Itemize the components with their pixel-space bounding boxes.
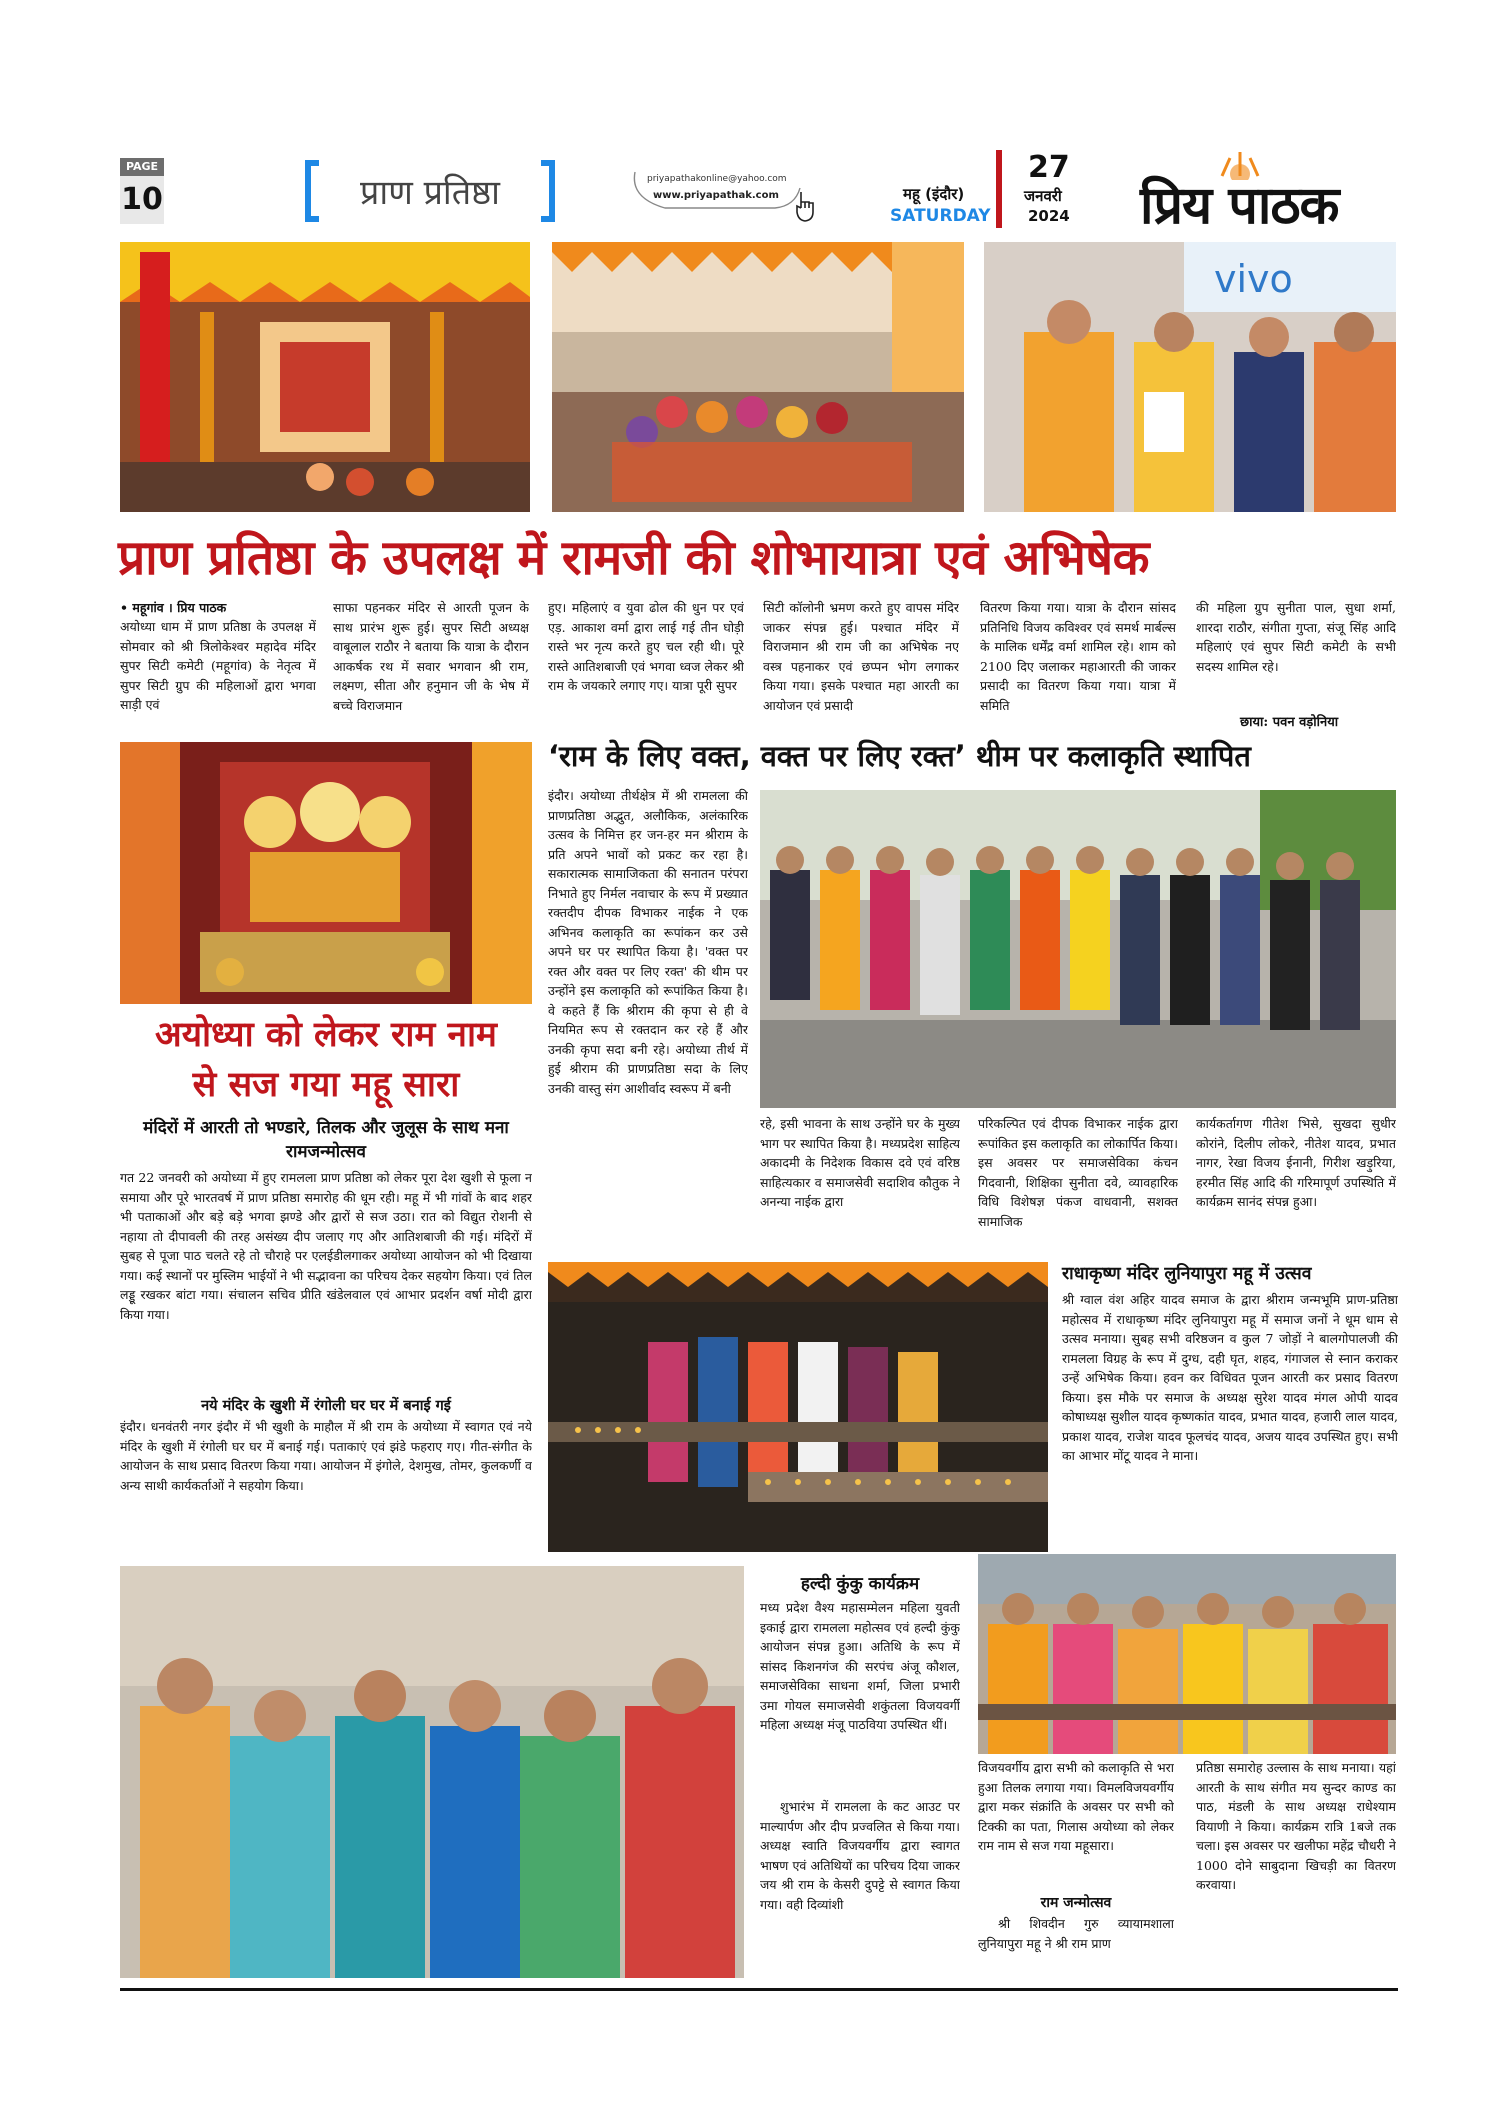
lead-dateline: • महूगांव । प्रिय पाठक bbox=[120, 600, 227, 615]
temple-decoration-photo bbox=[120, 242, 530, 512]
lead-col-2: साफा पहनकर मंदिर से आरती पूजन के साथ प्रारंभ शुरू हुई। सुपर सिटी अध्यक्ष वाबूलाल राठौर ने बताया कि यात्रा के दौरान आकर्षक रथ में सवार भगवान श्री राम, लक्ष्मण, सीता और हनुमान जी के भेष में बच्चे विराजमान bbox=[333, 600, 529, 713]
main-headline: प्राण प्रतिष्ठा के उपलक्ष में रामजी की शोभायात्रा एवं अभिषेक bbox=[118, 530, 1150, 586]
pointer-hand-icon bbox=[793, 190, 823, 224]
rangoli-body: इंदौर। धनवंतरी नगर इंदौर में भी खुशी के माहौल में श्री राम के अयोध्या में स्वागत एवं नये मंदिर के खुशी में रंगोली घर घर में बनाई गई। पताकाएं एवं झंडे फहराए गए। गीत-संगीत के आयोजन के साथ प्रसाद वितरण किया गया। आयोजन में इंगोले, देशमुख, तोमर, कुलकर्णी व अन्य साथी कार्यकर्ताओं ने सहयोग किया। bbox=[120, 1419, 532, 1493]
art-col-2: रहे, इसी भावना के साथ उन्होंने घर के मुख्य भाग पर स्थापित किया है। मध्यप्रदेश साहित्य अकादमी के निदेशक विकास दवे एवं वरिष्ठ साहित्यकार व समाजसेवी सदाशिव कौतुक ने अनन्या नाईक द्वारा bbox=[760, 1116, 960, 1209]
masthead-logo bbox=[1140, 150, 1380, 236]
photo-credit: छाया: पवन वड़ोनिया bbox=[1240, 715, 1339, 730]
email-text: priyapathakonline@yahoo.com bbox=[647, 174, 787, 184]
group-photo bbox=[760, 790, 1396, 1108]
radhakrishna-body: श्री ग्वाल वंश अहिर यादव समाज के द्वारा श्रीराम जन्मभूमि प्राण-प्रतिष्ठा महोत्सव में राधाकृष्ण मंदिर लुनियापुरा महू में समाज जनों ने धूम धाम से उत्सव मनाया। सुबह सभी वरिष्ठजन व कुल 7 जोड़ों ने बालगोपालजी की रामलला विग्रह के रूप में दुग्ध, दही घृत, शहद, गंगाजल से स्नान कराकर उन्हें अभिषेक किया। हवन कर विधिवत पूजन आरती कर प्रसाद वितरण किया। इस मौके पर समाज के अध्यक्ष सुरेश यादव मंगल ओपी यादव कोषाध्यक्ष सुशील यादव कृष्णकांत यादव, प्रभात यादव, हजारी लाल यादव, प्रकाश यादव, राजेश यादव फूलचंद यादव, अजय यादव उपस्थित हुए। सभी का आभार मोंटू यादव ने माना। bbox=[1062, 1292, 1398, 1463]
women-prayer-photo bbox=[978, 1554, 1396, 1754]
svg-text:vivo: vivo bbox=[1214, 257, 1293, 301]
date-year: 2024 bbox=[1028, 207, 1070, 225]
date-month: जनवरी bbox=[1024, 187, 1062, 205]
haldi-col-3: प्रतिष्ठा समारोह उल्लास के साथ मनाया। यहां आरती के साथ संगीत मय सुन्दर काण्ड का पाठ, मंडली के साथ अध्यक्ष राधेश्याम वियाणी ने किया। कार्यक्रम रात्रि 1बजे तक चला। इस अवसर पर खलीफा महेंद्र चौधरी ने 1000 दोने साबुदाना खिचड़ी का वितरण करवाया। bbox=[1196, 1760, 1396, 1892]
mhow-body: गत 22 जनवरी को अयोध्या में हुए रामलला प्राण प्रतिष्ठा को लेकर पूरा देश खुशी से फूला न समाया और पूरे भारतवर्ष में प्राण प्रतिष्ठा समारोह की धूम रही। महू में भी गांवों के बाद शहर भी पताकाओं और बड़े बड़े भगवा झण्डे और द्वारों से सज उठा। रात को विद्युत रोशनी से नहाया तो दीपावली की तरह असंख्य दीप जलाए गए और आतिशबाजी की गई। मंदिरों में सुबह से पूजा पाठ चलते रहे तो चौराहे पर एलईडीलगाकर अयोध्या आयोजन को भी दिखाया गया। कई स्थानों पर मुस्लिम भाईयों ने भी सद्भावना का परिचय देकर सहयोग किया। एवं तिल लड्डू रखकर बांटा गया। संचालन सचिव प्रीति खंडेलवाल एवं आभार प्रदर्शन वर्षा मोदी द्वारा किया गया। bbox=[120, 1170, 532, 1322]
lead-col-4: सिटी कॉलोनी भ्रमण करते हुए वापस मंदिर जाकर संपन्न हुई। पश्चात मंदिर में विराजमान श्री राम जी का अभिषेक नए वस्त्र पहनाकर एवं छप्पन भोग लगाकर किया गया। इसके पश्चात महा आरती का आयोजन एवं प्रसादी bbox=[763, 600, 959, 713]
page-number: 10 bbox=[120, 176, 164, 224]
lead-col-3: हुए। महिलाएं व युवा ढोल की धुन पर एवं एड़. आकाश वर्मा द्वारा लाई गई तीन घोड़ी रास्ते भर नृत्य करते हुए चल रही थी। पूरे रास्ते आतिशबाजी एवं भगवा ध्वज लेकर श्री राम के जयकारे लगाए गए। यात्रा पूरी सुपर bbox=[548, 600, 744, 693]
date-number: 27 bbox=[1028, 150, 1070, 185]
ram-idol-photo bbox=[120, 742, 532, 1004]
dancing-women-photo bbox=[120, 1566, 744, 1978]
mhow-headline-line1: अयोध्या को लेकर राम नाम bbox=[155, 1015, 497, 1055]
ram-janmotsav-subhead: राम जन्मोत्सव bbox=[1040, 1895, 1112, 1911]
art-col-4: कार्यकर्तागण गीतेश भिसे, सुखदा सुधीर कोरांने, दिलीप लोकरे, नीतेश यादव, प्रभात नागर, रेखा विजय ईनानी, गिरीश खड़ुरिया, हरमीत सिंह आदि की गरिमापूर्ण उपस्थिति में कार्यक्रम सानंद संपन्न हुआ। bbox=[1196, 1116, 1396, 1209]
diyas-women-photo bbox=[548, 1262, 1048, 1552]
art-col-3: परिकल्पित एवं दीपक विभाकर नाईक द्वारा रूपांकित इस कलाकृति का लोकार्पित किया। इस अवसर पर समाजसेविका कंचन गिदवानी, शिक्षिका सुनीता दवे, व्यावहारिक विधि विशेषज्ञ पंकज वाधवानी, सशक्त सामाजिक bbox=[978, 1116, 1178, 1229]
haldi-col-2: विजयवर्गीय द्वारा सभी को कलाकृति से भरा हुआ तिलक लगाया गया। विमलविजयवर्गीय द्वारा मकर संक्रांति के अवसर पर सभी को टिक्की का पता, गिलास अयोध्या को लेकर राम नाम से सज गया महूसारा। bbox=[978, 1760, 1174, 1853]
city-name: महू (इंदौर) bbox=[903, 185, 965, 203]
art-intro: इंदौर। अयोध्या तीर्थक्षेत्र में श्री रामलला की प्राणप्रतिष्ठा अद्भुत, अलौकिक, अलंकारिक उत्सव के निमित्त हर जन-हर मन श्रीराम के प्रति अपने भावों को प्रकट कर रहा है। सकारात्मक सामाजिकता की सनातन परंपरा निभाते हुए निर्मल नवाचार के रूप में प्रख्यात रक्तदीप दीपक विभाकर नाईक ने एक अभिनव कलाकृति का रूपांकन कर उसे अपने घर पर स्थापित किया है। 'वक्त पर रक्त और वक्त पर लिए रक्त' की थीम पर उन्होंने इस कलाकृति को रूपांकित किया है। वे कहते हैं कि श्रीराम की कृपा से ही वे नियमित रूप से रक्तदान कर रहे हैं और उनकी कृपा सदा बनी रहे। अयोध्या तीर्थ में हुई श्रीराम की प्राणप्रतिष्ठा सदा के लिए उनकी वास्तु संग आशीर्वाद स्वरूप में बनी bbox=[548, 788, 748, 1096]
mhow-subhead: मंदिरों में आरती तो भण्डारे, तिलक और जुलूस के साथ मना रामजन्मोत्सव bbox=[143, 1118, 509, 1162]
masthead-title: प्रिय पाठक bbox=[1140, 176, 1339, 236]
lead-col-6: की महिला ग्रुप सुनीता पाल, सुधा शर्मा, शारदा राठौर, संगीता गुप्ता, संजू सिंह आदि महिलाएं एवं सुपर सिटी कमेटी के सभी सदस्य शामिल रहे। bbox=[1196, 600, 1396, 674]
street-women-photo bbox=[552, 242, 964, 512]
page-label: PAGE bbox=[120, 158, 164, 176]
crowd-celebration-photo bbox=[984, 242, 1396, 512]
footer-rule bbox=[120, 1988, 1398, 1991]
haldi-body: मध्य प्रदेश वैश्य महासम्मेलन महिला युवती इकाई द्वारा रामलला महोत्सव एवं हल्दी कुंकु आयोजन संपन्न हुआ। अतिथि के रूप में सांसद किशनगंज की सरपंच अंजू कौशल, समाजसेविका साधना शर्मा, जिला प्रभारी उमा गोयल समाजसेवी शकुंतला विजयवर्गी महिला अध्यक्ष मंजू पाठविया उपस्थित थीं। bbox=[760, 1600, 960, 1732]
mhow-headline-line2: से सज गया महू सारा bbox=[192, 1065, 460, 1105]
radhakrishna-headline: राधाकृष्ण मंदिर लुनियापुरा महू में उत्सव bbox=[1062, 1264, 1312, 1284]
haldi-col-2b: श्री शिवदीन गुरु व्यायामशाला लुनियापुरा महू ने श्री राम प्राण bbox=[978, 1916, 1174, 1951]
day-name: SATURDAY bbox=[890, 206, 991, 226]
rangoli-subhead: नये मंदिर के खुशी में रंगोली घर घर में बनाई गई bbox=[201, 1397, 451, 1414]
contact-box bbox=[625, 168, 825, 224]
lead-col-5: वितरण किया गया। यात्रा के दौरान सांसद प्रतिनिधि विजय कविश्वर एवं समर्थ मार्बल्स के मालिक धर्मेंद्र वर्मा शामिल रहे। शाम को 2100 दिए जलाकर महाआरती की जाकर प्रसादी का वितरण किया गया। यात्रा में समिति bbox=[980, 600, 1176, 713]
section-title-box bbox=[305, 160, 555, 222]
website-text: www.priyapathak.com bbox=[653, 190, 779, 201]
date-divider bbox=[996, 150, 1002, 228]
haldi-headline: हल्दी कुंकु कार्यक्रम bbox=[800, 1574, 920, 1594]
lead-col-1: अयोध्या धाम में प्राण प्रतिष्ठा के उपलक्ष में सोमवार को श्री त्रिलोकेश्वर महादेव मंदिर सुपर सिटी कमेटी (महूगांव) के नेतृत्व में सुपर सिटी ग्रुप की महिलाओं द्वारा भगवा साड़ी एवं bbox=[120, 619, 316, 712]
art-headline: ‘राम के लिए वक्त, वक्त पर लिए रक्त’ थीम पर कलाकृति स्थापित bbox=[548, 739, 1251, 773]
haldi-body-2: शुभारंभ में रामलला के कट आउट पर माल्यार्पण और दीप प्रज्वलित से किया गया। अध्यक्ष स्वाति विजयवर्गीय द्वारा स्वागत भाषण एवं अतिथियों का परिचय दिया जाकर जय श्री राम के केसरी दुपट्टे से स्वागत किया गया। वही दिव्यांशी bbox=[760, 1799, 960, 1912]
section-title: प्राण प्रतिष्ठा bbox=[360, 173, 500, 213]
page-badge bbox=[120, 158, 164, 226]
